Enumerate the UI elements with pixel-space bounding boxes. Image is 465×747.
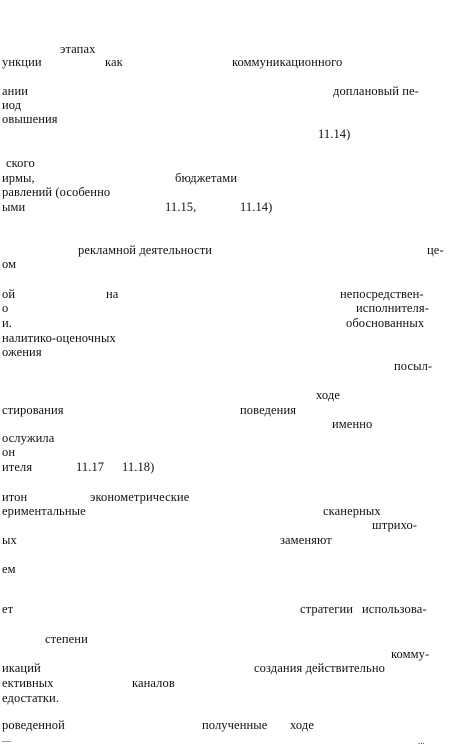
text-fragment: поведения: [240, 403, 297, 417]
text-fragment: ожения: [2, 345, 42, 359]
text-fragment: итон: [2, 490, 28, 504]
text-fragment: о: [2, 301, 9, 315]
text-fragment: ходе: [290, 718, 314, 732]
text-fragment: он: [2, 445, 16, 459]
text-fragment: ыми: [2, 200, 26, 214]
text-fragment: степени: [45, 632, 88, 646]
text-fragment: ых: [2, 533, 17, 547]
text-fragment: и.: [2, 316, 13, 330]
text-fragment: ой: [2, 287, 16, 301]
text-fragment: ем: [2, 562, 16, 576]
text-fragment: икаций: [2, 661, 41, 675]
text-fragment: ского: [6, 156, 35, 170]
text-fragment: ункции: [2, 55, 42, 69]
text-fragment: доплановый пе-: [333, 84, 419, 98]
text-fragment: ет: [2, 602, 14, 616]
text-fragment: посыл-: [394, 359, 433, 373]
text-fragment: именно: [332, 417, 373, 431]
text-fragment: ирмы,: [2, 171, 35, 185]
text-fragment: 11.15,: [165, 200, 197, 214]
text-fragment: этапах: [60, 42, 96, 56]
text-fragment: 11.17: [76, 460, 105, 474]
text-fragment: ом: [2, 257, 17, 271]
text-fragment: стратегии: [300, 602, 354, 616]
text-fragment: роведенной: [2, 718, 65, 732]
text-fragment: 11.18): [122, 460, 155, 474]
text-fragment: равлений (особенно: [2, 185, 111, 199]
text-fragment: стирования: [2, 403, 64, 417]
text-fragment: полученные: [202, 718, 268, 732]
text-fragment: штрихо-: [372, 518, 418, 532]
text-fragment: каналов: [132, 676, 175, 690]
text-fragment: ективных: [2, 676, 54, 690]
text-fragment: 11.14): [240, 200, 273, 214]
text-fragment: обоснованных: [346, 316, 425, 330]
text-fragment: ании: [2, 84, 29, 98]
text-fragment: ериментальные: [2, 504, 86, 518]
scan-mark: ...: [418, 736, 425, 746]
text-fragment: едостатки.: [2, 691, 60, 705]
text-fragment: ослужила: [2, 431, 55, 445]
text-fragment: ходе: [316, 388, 340, 402]
text-fragment: эконометрические: [90, 490, 190, 504]
text-fragment: бюджетами: [175, 171, 238, 185]
text-fragment: создания действительно: [254, 661, 385, 675]
text-fragment: ителя: [2, 460, 33, 474]
text-fragment: непосредствен-: [340, 287, 424, 301]
text-fragment: 11.14): [318, 127, 351, 141]
text-fragment: как: [105, 55, 123, 69]
text-fragment: комму-: [391, 647, 430, 661]
text-fragment: исполнителя-: [356, 301, 429, 315]
text-fragment: рекламной деятельности: [78, 243, 213, 257]
text-fragment: сканерных: [323, 504, 381, 518]
text-fragment: це-: [427, 243, 444, 257]
text-fragment: коммуникационного: [232, 55, 343, 69]
text-fragment: заменяют: [280, 533, 332, 547]
text-fragment: овышения: [2, 112, 58, 126]
text-fragment: использова-: [362, 602, 427, 616]
scan-mark: —: [2, 736, 11, 746]
text-fragment: налитико-оценочных: [2, 331, 116, 345]
text-fragment: иод: [2, 98, 22, 112]
text-fragment: на: [106, 287, 119, 301]
